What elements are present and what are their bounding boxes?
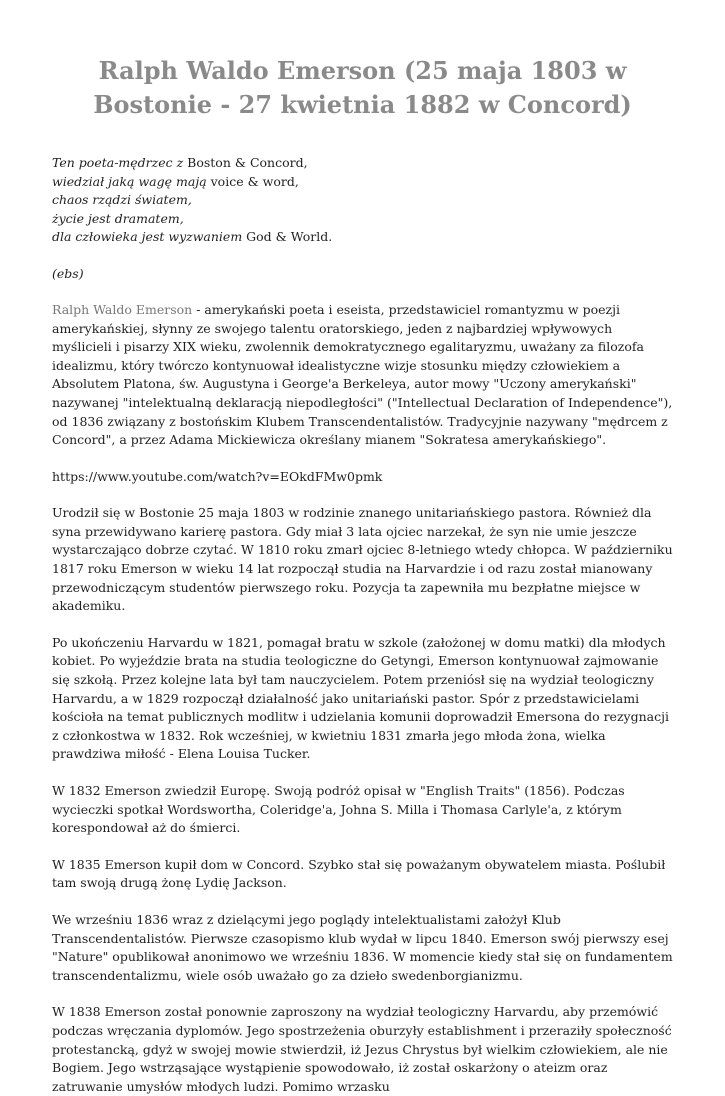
poem-plain-text: voice & word, [210,173,299,189]
poem-italic-text: wiedział jaką wagę mają [52,173,211,189]
paragraph-europe: W 1832 Emerson zwiedził Europę. Swoją podróż opisał w "English Traits" (1856). Podczas wycieczki spotkał Wordswortha, Coleridge'a, Johna S. Milla i Thomasa Carlyle'a, z którym korespondował aż do śmierci. [52,782,625,836]
poem [52,154,673,247]
paragraph-birth: Urodził się w Bostonie 25 maja 1803 w rodzinie znanego unitariańskiego pastora. Również dla syna przewidywano karierę pastora. Gdy miał 3 lata ojciec narzekał, że syn nie umie jeszcze wystarczająco dobrze czytać. W 1810 roku zmarł ojciec 8-letniego wtedy chłopca. W październiku 1817 roku Emerson w wieku 14 lat rozpoczął studia na Harvardzie i od razu został mianowany przewodniczącym studentów pierwszego roku. Pozycja ta zapewniła mu bezpłatne miejsce w akademiku. [52,505,673,614]
poem-line [52,173,673,192]
poem-italic-text: dla człowieka jest wyzwaniem [52,229,247,244]
video-url: https://www.youtube.com/watch?v=EOkdFMw0pmk [52,468,383,484]
poem-line [52,154,673,173]
poem-italic-text: chaos rządzi światem, [52,192,192,207]
paragraph-concord: W 1835 Emerson kupił dom w Concord. Szybko stał się poważanym obywatelem miasta. Poślubił tam swoją drugą żonę Lydię Jackson. [52,856,666,891]
poem-line [52,210,673,229]
intro-paragraph [52,301,673,450]
poem-italic-text: Ten poeta-mędrzec z [52,155,188,170]
poem-italic-text: życie jest dramatem, [52,210,184,226]
subject-name: Ralph Waldo Emerson [52,302,193,317]
poem-plain-text: Boston & Concord, [187,155,308,170]
poem-line [52,228,673,247]
poem-plain-text: God & World. [246,229,333,244]
paragraph-career: Po ukończeniu Harvardu w 1821, pomagał bratu w szkole (założonej w domu matki) dla młodych kobiet. Po wyjeździe brata na studia teologiczne do Getyngi, Emerson kontynuował zajmowanie się szkołą. Przez kolejne lata był tam nauczycielem. Potem przeniósł się na wydział teologiczny Harvardu, a w 1829 rozpoczął działalność jako unitariański pastor. Spór z przedstawicielami kościoła na temat publicznych modlitw i udzielania komunii doprowadził Emersona do rezygnacji z członkostwa w 1832. Rok wcześniej, w kwietniu 1831 zmarła jego młoda żona, wielka prawdziwa miłość - Elena Louisa Tucker. [52,634,669,762]
intro-text: - amerykański poeta i eseista, przedstawiciel romantyzmu w poezji amerykańskiej, słynny ze swojego talentu oratorskiego, jeden z najbardziej wpływowych myślicieli i pisarzy XIX wieku, zwolennik demokratycznego egalitaryzmu, uważany za filozofa idealizmu, który twórczo kontynuował idealistyczne wizje stosunku między człowiekiem a Absolutem Platona, św. Augustyna i George'a Berkeleya, autor mowy "Uczony amerykański" nazywanej "intelektualną deklaracją niepodległości" ("Intellectual Declaration of Independence"), od 1836 związany z bostońskim Klubem Transcendentalistów. Tradycyjnie nazywany "mędrcem z Concord", a przez Adama Mickiewicza określany mianem "Sokratesa amerykańskiego". [52,302,673,448]
page-title: Ralph Waldo Emerson (25 maja 1803 w Bostonie - 27 kwietnia 1882 w Concord) [93,56,632,119]
paragraph-harvard-speech: W 1838 Emerson został ponownie zaproszony na wydział teologiczny Harvardu, aby przemówić podczas wręczania dyplomów. Jego spostrzeżenia oburzyły establishment i przeraziły społeczność protestancką, gdyż w swojej mowie stwierdził, iż Jezus Chrystus był wielkim człowiekiem, ale nie Bogiem. Jego wstrząsające wystąpienie spowodowało, iż został oskarżony o ateizm oraz zatruwanie umysłów młodych ludzi. Pomimo wrzasku [52,1004,672,1094]
poem-line [52,191,673,210]
author-signature: (ebs) [52,265,84,281]
paragraph-club: We wrześniu 1836 wraz z dzielącymi jego poglądy intelektualistami założył Klub Transcendentalistów. Pierwsze czasopismo klub wydał w lipcu 1840. Emerson swój pierwszy esej "Nature" opublikował anonimowo we wrześniu 1836. W momencie kiedy stał się on fundamentem transcendentalizmu, wiele osób uważało go za dzieło swedenborgianizmu. [52,911,673,983]
